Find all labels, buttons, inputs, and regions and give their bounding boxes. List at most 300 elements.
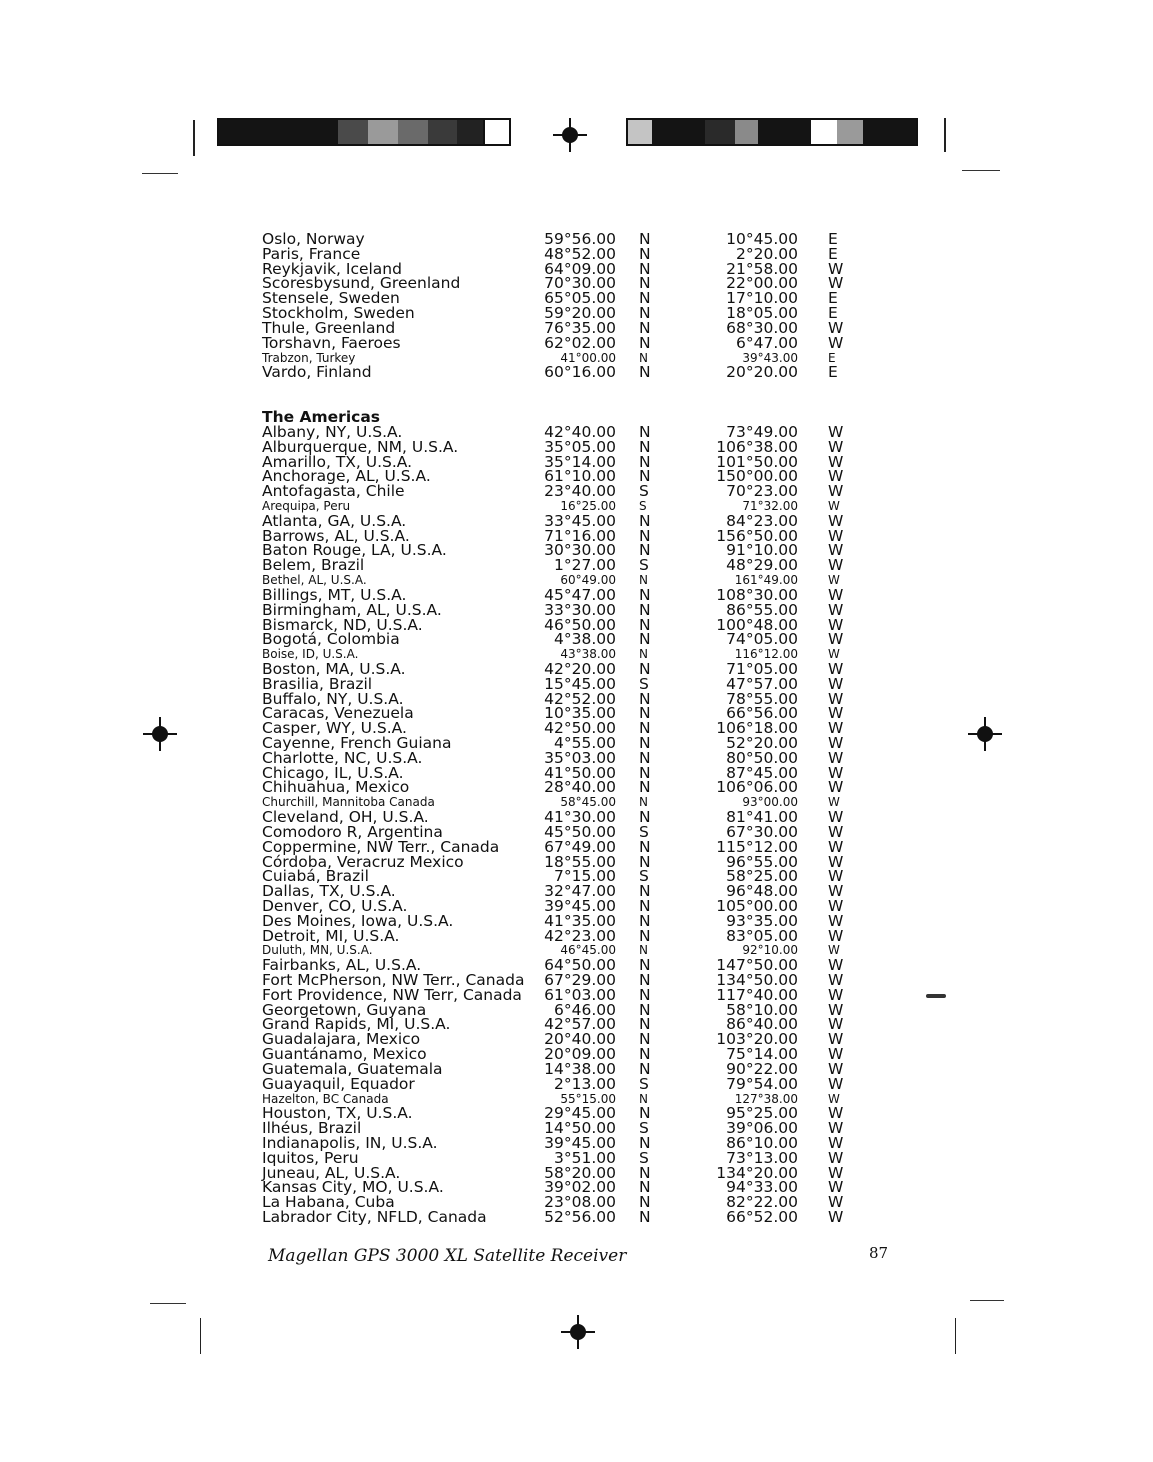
latitude: 60°49.00 [560,573,616,588]
location-name: Albany, NY, U.S.A. [262,422,403,441]
longitude: 147°50.00 [716,956,798,975]
latitude: 29°45.00 [544,1104,616,1123]
location-name: Coppermine, NW Terr., Canada [262,837,500,856]
latitude: 4°55.00 [554,734,616,752]
lat-hemisphere: N [639,1163,651,1182]
latitude: 52°56.00 [544,1208,616,1226]
latitude: 45°50.00 [544,822,616,841]
location-name: Chicago, IL, U.S.A. [262,763,404,782]
location-name: Juneau, AL, U.S.A. [262,1163,401,1182]
latitude: 41°30.00 [544,808,616,827]
location-name: Hazelton, BC Canada [262,1091,389,1106]
lat-hemisphere: S [639,1074,649,1093]
location-name: Detroit, MI, U.S.A. [262,926,400,945]
locations-table [262,232,862,1225]
longitude: 100°48.00 [716,615,798,634]
longitude: 66°52.00 [726,1208,798,1226]
table-row [262,558,862,573]
longitude: 58°25.00 [726,867,798,886]
lat-hemisphere: S [639,482,649,501]
lon-hemisphere: W [828,333,844,352]
lat-hemisphere: N [639,808,651,827]
lat-hemisphere: N [639,541,651,560]
lon-hemisphere: W [828,274,844,293]
registration-mark-left [143,717,177,751]
lon-hemisphere: W [828,259,844,278]
latitude: 64°50.00 [544,956,616,975]
lon-hemisphere: W [828,511,844,530]
lat-hemisphere: N [639,719,651,738]
latitude: 14°50.00 [544,1119,616,1138]
lat-hemisphere: N [639,422,651,441]
crop-mark-left-horizontal [142,173,178,174]
lon-hemisphere: W [828,1178,844,1197]
lat-hemisphere: N [639,573,648,588]
latitude: 20°40.00 [544,1030,616,1049]
lon-hemisphere: W [828,704,844,723]
longitude: 71°32.00 [742,499,798,513]
lon-hemisphere: W [828,1148,844,1167]
lon-hemisphere: W [828,1030,844,1049]
lat-hemisphere: S [639,556,649,575]
lon-hemisphere: W [828,1091,840,1106]
lat-hemisphere: N [639,985,651,1004]
longitude: 92°10.00 [742,943,798,958]
lat-hemisphere: N [639,837,651,856]
longitude: 101°50.00 [716,452,798,471]
longitude: 84°23.00 [726,511,798,530]
location-name: Buffalo, NY, U.S.A. [262,689,404,708]
location-name: Comodoro R, Argentina [262,822,443,841]
lat-hemisphere: N [639,852,651,871]
latitude: 1°27.00 [554,556,616,575]
latitude: 35°14.00 [544,452,616,471]
longitude: 73°13.00 [726,1148,798,1167]
lon-hemisphere: W [828,852,844,871]
location-name: La Habana, Cuba [262,1193,395,1212]
longitude: 106°06.00 [716,778,798,797]
location-name: Bethel, AL, U.S.A. [262,573,367,588]
lon-hemisphere: W [828,778,844,797]
longitude: 86°10.00 [726,1133,798,1152]
latitude: 45°47.00 [544,585,616,604]
longitude: 94°33.00 [726,1178,798,1197]
lon-hemisphere: W [828,1015,844,1034]
lon-hemisphere: W [828,556,844,575]
longitude: 134°50.00 [716,971,798,989]
longitude: 67°30.00 [726,822,798,841]
lon-hemisphere: W [828,1045,844,1064]
location-name: Fort Providence, NW Terr, Canada [262,985,522,1004]
longitude: 150°00.00 [716,467,798,486]
location-name: Des Moines, Iowa, U.S.A. [262,911,454,930]
latitude: 10°35.00 [544,704,616,723]
table-row [262,333,862,352]
location-name: Córdoba, Veracruz Mexico [262,852,464,871]
location-name: Birmingham, AL, U.S.A. [262,600,442,619]
location-name: Iquitos, Peru [262,1148,359,1167]
latitude: 43°38.00 [560,647,616,662]
longitude: 22°00.00 [726,274,798,293]
location-name: Bismarck, ND, U.S.A. [262,615,423,634]
latitude: 35°03.00 [544,748,616,767]
lat-hemisphere: S [639,499,647,513]
latitude: 39°45.00 [544,896,616,915]
lat-hemisphere: N [639,911,651,930]
lat-hemisphere: N [639,659,651,678]
lat-hemisphere: N [639,244,651,263]
lon-hemisphere: W [828,748,844,767]
location-name: Cleveland, OH, U.S.A. [262,808,429,827]
lat-hemisphere: N [639,971,651,989]
latitude: 16°25.00 [560,499,616,513]
location-name: Billings, MT, U.S.A. [262,585,407,604]
location-name: Chihuahua, Mexico [262,778,410,797]
lon-hemisphere: E [828,350,836,365]
registration-mark-top [553,118,587,152]
lat-hemisphere: N [639,630,651,649]
lat-hemisphere: N [639,647,648,662]
lon-hemisphere: W [828,600,844,619]
latitude: 30°30.00 [544,541,616,560]
longitude: 95°25.00 [726,1104,798,1123]
lat-hemisphere: N [639,437,651,456]
lat-hemisphere: S [639,867,649,886]
longitude: 20°20.00 [726,363,798,382]
book-title: Magellan GPS 3000 XL Satellite Receiver [268,1246,627,1266]
lat-hemisphere: N [639,350,648,365]
lon-hemisphere: W [828,482,844,501]
latitude: 2°13.00 [554,1074,616,1093]
latitude: 61°03.00 [544,985,616,1004]
latitude: 32°47.00 [544,882,616,901]
longitude: 71°05.00 [726,659,798,678]
location-name: Guantánamo, Mexico [262,1045,427,1064]
latitude: 33°30.00 [544,600,616,619]
longitude: 127°38.00 [734,1091,798,1106]
longitude: 17°10.00 [726,289,798,308]
lat-hemisphere: N [639,956,651,975]
lat-hemisphere: N [639,734,651,752]
lat-hemisphere: N [639,1104,651,1123]
longitude: 117°40.00 [716,985,798,1004]
latitude: 61°10.00 [544,467,616,486]
lon-hemisphere: W [828,422,844,441]
lat-hemisphere: N [639,289,651,308]
crop-mark-left-top [193,120,195,156]
lon-hemisphere: W [828,1119,844,1138]
ink-smudge [926,994,946,998]
lat-hemisphere: N [639,704,651,723]
latitude: 70°30.00 [544,274,616,293]
location-name: Thule, Greenland [262,318,396,337]
lon-hemisphere: W [828,808,844,827]
longitude: 73°49.00 [726,422,798,441]
lon-hemisphere: W [828,1193,844,1212]
longitude: 70°23.00 [726,482,798,501]
location-name: Georgetown, Guyana [262,1000,427,1019]
latitude: 39°02.00 [544,1178,616,1197]
table-row [262,1210,862,1225]
latitude: 42°20.00 [544,659,616,678]
location-name: Anchorage, AL, U.S.A. [262,467,431,486]
lon-hemisphere: E [828,230,838,248]
lon-hemisphere: W [828,943,840,958]
latitude: 41°50.00 [544,763,616,782]
lat-hemisphere: N [639,778,651,797]
crop-mark-bottom-left-vertical [200,1318,201,1354]
lon-hemisphere: W [828,689,844,708]
latitude: 14°38.00 [544,1059,616,1078]
location-name: Torshavn, Faeroes [262,333,401,352]
table-row [262,484,862,499]
longitude: 93°00.00 [742,795,798,810]
location-name: Antofagasta, Chile [262,482,405,501]
latitude: 23°08.00 [544,1193,616,1212]
longitude: 96°48.00 [726,882,798,901]
location-name: Houston, TX, U.S.A. [262,1104,413,1123]
location-name: Arequipa, Peru [262,499,351,513]
location-name: Belem, Brazil [262,556,365,575]
longitude: 115°12.00 [716,837,798,856]
location-name: Churchill, Mannitoba Canada [262,795,435,810]
lon-hemisphere: W [828,1074,844,1093]
crop-mark-right-horizontal [962,170,1000,171]
location-name: Duluth, MN, U.S.A. [262,943,373,958]
lat-hemisphere: N [639,689,651,708]
longitude: 134°20.00 [716,1163,798,1182]
lon-hemisphere: W [828,674,844,693]
location-name: Caracas, Venezuela [262,704,414,723]
lat-hemisphere: N [639,1000,651,1019]
latitude: 58°20.00 [544,1163,616,1182]
location-name: Trabzon, Turkey [262,350,356,365]
lon-hemisphere: W [828,956,844,975]
longitude: 116°12.00 [734,647,798,662]
location-name: Oslo, Norway [262,230,365,248]
latitude: 7°15.00 [554,867,616,886]
lat-hemisphere: N [639,274,651,293]
location-name: Fairbanks, AL, U.S.A. [262,956,422,975]
longitude: 48°29.00 [726,556,798,575]
lon-hemisphere: W [828,467,844,486]
longitude: 78°55.00 [726,689,798,708]
lat-hemisphere: N [639,748,651,767]
latitude: 46°50.00 [544,615,616,634]
longitude: 58°10.00 [726,1000,798,1019]
lon-hemisphere: W [828,541,844,560]
lat-hemisphere: N [639,526,651,545]
lat-hemisphere: N [639,585,651,604]
lon-hemisphere: W [828,647,840,662]
longitude: 18°05.00 [726,304,798,323]
lat-hemisphere: N [639,467,651,486]
longitude: 39°06.00 [726,1119,798,1138]
location-name: Guayaquil, Equador [262,1074,415,1093]
lat-hemisphere: S [639,1119,649,1138]
lon-hemisphere: W [828,926,844,945]
location-name: Barrows, AL, U.S.A. [262,526,410,545]
longitude: 6°47.00 [736,333,798,352]
lat-hemisphere: S [639,822,649,841]
latitude: 42°23.00 [544,926,616,945]
location-name: Scoresbysund, Greenland [262,274,461,293]
lon-hemisphere: W [828,719,844,738]
latitude: 64°09.00 [544,259,616,278]
latitude: 65°05.00 [544,289,616,308]
longitude: 103°20.00 [716,1030,798,1049]
location-name: Brasilia, Brazil [262,674,373,693]
lat-hemisphere: N [639,615,651,634]
table-row [262,926,862,945]
page-number: 87 [869,1244,889,1262]
location-name: Kansas City, MO, U.S.A. [262,1178,444,1197]
location-name: Atlanta, GA, U.S.A. [262,511,407,530]
latitude: 58°45.00 [560,795,616,810]
lon-hemisphere: W [828,822,844,841]
crop-mark-bottom-right [970,1300,1004,1301]
lat-hemisphere: N [639,259,651,278]
latitude: 42°50.00 [544,719,616,738]
latitude: 15°45.00 [544,674,616,693]
longitude: 66°56.00 [726,704,798,723]
table-row [262,780,862,795]
latitude: 41°35.00 [544,911,616,930]
lon-hemisphere: E [828,304,838,323]
lat-hemisphere: N [639,304,651,323]
lat-hemisphere: N [639,230,651,248]
lat-hemisphere: N [639,1045,651,1064]
location-name: Paris, France [262,244,361,263]
lon-hemisphere: W [828,763,844,782]
lat-hemisphere: N [639,926,651,945]
longitude: 90°22.00 [726,1059,798,1078]
location-name: Amarillo, TX, U.S.A. [262,452,413,471]
registration-mark-right [968,717,1002,751]
lat-hemisphere: N [639,333,651,352]
location-name: Denver, CO, U.S.A. [262,896,408,915]
latitude: 60°16.00 [544,363,616,382]
lon-hemisphere: W [828,499,840,513]
longitude: 156°50.00 [716,526,798,545]
lon-hemisphere: W [828,318,844,337]
location-name: Indianapolis, IN, U.S.A. [262,1133,438,1152]
latitude: 55°15.00 [560,1091,616,1106]
lat-hemisphere: N [639,511,651,530]
lat-hemisphere: S [639,674,649,693]
lon-hemisphere: W [828,1133,844,1152]
longitude: 105°00.00 [716,896,798,915]
location-name: Cuiabá, Brazil [262,867,369,886]
latitude: 46°45.00 [560,943,616,958]
lat-hemisphere: N [639,1193,651,1212]
lon-hemisphere: W [828,437,844,456]
lat-hemisphere: S [639,1148,649,1167]
latitude: 42°40.00 [544,422,616,441]
longitude: 80°50.00 [726,748,798,767]
location-name: Baton Rouge, LA, U.S.A. [262,541,447,560]
longitude: 21°58.00 [726,259,798,278]
lon-hemisphere: W [828,452,844,471]
location-name: Boston, MA, U.S.A. [262,659,406,678]
latitude: 59°56.00 [544,230,616,248]
longitude: 68°30.00 [726,318,798,337]
crop-mark-bottom-left [150,1303,186,1304]
longitude: 39°43.00 [742,350,798,365]
lon-hemisphere: W [828,659,844,678]
location-name: Grand Rapids, MI, U.S.A. [262,1015,451,1034]
color-bar-right [626,118,918,146]
section-heading: The Americas [262,408,381,427]
latitude: 6°46.00 [554,1000,616,1019]
latitude: 67°29.00 [544,971,616,989]
longitude: 87°45.00 [726,763,798,782]
longitude: 81°41.00 [726,808,798,827]
longitude: 96°55.00 [726,852,798,871]
lat-hemisphere: N [639,1133,651,1152]
location-name: Fort McPherson, NW Terr., Canada [262,971,525,989]
latitude: 71°16.00 [544,526,616,545]
lon-hemisphere: W [828,985,844,1004]
lat-hemisphere: N [639,1091,648,1106]
longitude: 79°54.00 [726,1074,798,1093]
longitude: 82°22.00 [726,1193,798,1212]
longitude: 106°18.00 [716,719,798,738]
table-row [262,632,862,647]
lat-hemisphere: N [639,1208,651,1226]
location-name: Reykjavik, Iceland [262,259,402,278]
lon-hemisphere: E [828,363,838,382]
latitude: 35°05.00 [544,437,616,456]
longitude: 106°38.00 [716,437,798,456]
lon-hemisphere: W [828,896,844,915]
location-name: Guatemala, Guatemala [262,1059,443,1078]
location-name: Bogotá, Colombia [262,630,400,649]
longitude: 74°05.00 [726,630,798,649]
section-spacer [262,380,862,410]
longitude: 75°14.00 [726,1045,798,1064]
latitude: 20°09.00 [544,1045,616,1064]
location-name: Stensele, Sweden [262,289,400,308]
latitude: 23°40.00 [544,482,616,501]
table-row [262,1074,862,1093]
latitude: 59°20.00 [544,304,616,323]
longitude: 108°30.00 [716,585,798,604]
lon-hemisphere: W [828,867,844,886]
lat-hemisphere: N [639,1178,651,1197]
lat-hemisphere: N [639,318,651,337]
lon-hemisphere: W [828,971,844,989]
lat-hemisphere: N [639,600,651,619]
lon-hemisphere: W [828,882,844,901]
location-name: Casper, WY, U.S.A. [262,719,407,738]
lat-hemisphere: N [639,363,651,382]
latitude: 41°00.00 [560,350,616,365]
lat-hemisphere: N [639,882,651,901]
lon-hemisphere: W [828,1000,844,1019]
longitude: 2°20.00 [736,244,798,263]
lon-hemisphere: E [828,244,838,263]
lon-hemisphere: W [828,573,840,588]
location-name: Vardo, Finland [262,363,372,382]
longitude: 86°55.00 [726,600,798,619]
longitude: 93°35.00 [726,911,798,930]
longitude: 83°05.00 [726,926,798,945]
location-name: Boise, ID, U.S.A. [262,647,359,662]
registration-mark-bottom [561,1315,595,1349]
lat-hemisphere: N [639,896,651,915]
longitude: 86°40.00 [726,1015,798,1034]
